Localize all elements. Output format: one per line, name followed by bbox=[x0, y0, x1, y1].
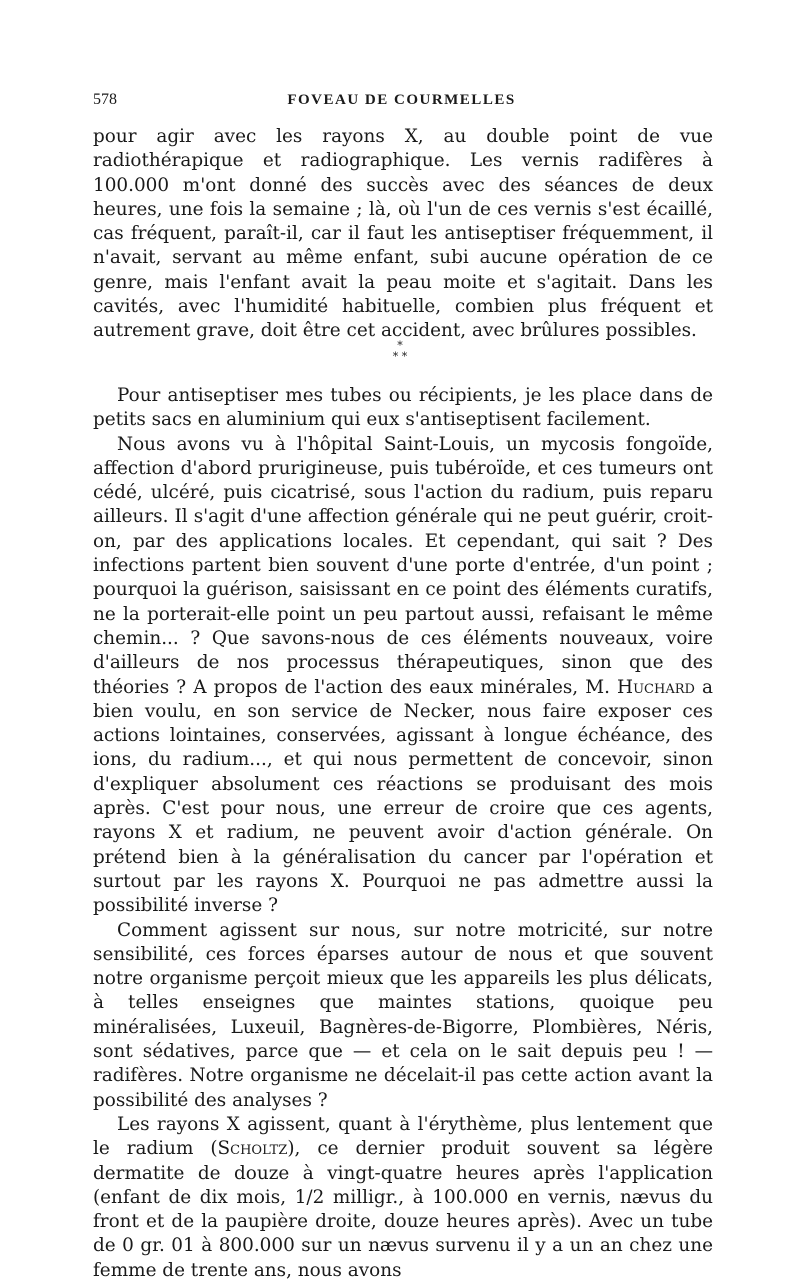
page-header bbox=[93, 88, 710, 112]
text-block-main bbox=[93, 384, 713, 1283]
running-title: FOVEAU DE COURMELLES bbox=[287, 92, 516, 108]
paragraph-stations: Comment agissent sur nous, sur notre motricité, sur notre sensibilité, ces forces éparses autour de nous et que souvent notre organisme perçoit mieux que les appareils les plus délicats, à telles enseignes que maintes stations, quoique peu minéralisées, Luxeuil, Bagnères-de-Bigorre, Plombières, Néris, sont sédatives, parce que — et cela on le sait depuis peu ! — radifères. Notre organisme ne décelait-il pas cette action avant la possibilité des analyses ? bbox=[93, 919, 713, 1111]
author-name-scholtz: Scholtz bbox=[217, 1138, 288, 1160]
paragraph-continued: pour agir avec les rayons X, au double point de vue radiothérapique et radiographique. Les vernis radifères à 100.000 m'ont donné des succès avec des séances de deux heures, une fois la semaine ; là, où l'un de ces vernis s'est écaillé, cas fréquent, paraît-il, car il faut les antiseptiser fréquemment, il n'avait, servant au même enfant, subi aucune opération de ce genre, mais l'enfant avait la peau moite et s'agitait. Dans les cavités, avec l'humidité habituelle, combien plus fréquent et autrement grave, doit être cet accident, avec brûlures possibles. bbox=[93, 126, 713, 342]
section-separator bbox=[0, 340, 800, 368]
paragraph-mycosis-part-1: Nous avons vu à l'hôpital Saint-Louis, un mycosis fongoïde, affection d'abord prurigineuse, puis tubéroïde, et ces tumeurs ont cédé, ulcéré, puis cicatrisé, sous l'action du radium, puis reparu ailleurs. Il s'agit d'une affection générale qui ne peut guérir, croit-on, par des applications locales. Et cependant, qui sait ? Des infections partent bien souvent d'une porte d'entrée, d'un point ; pourquoi la guérison, saisissant en ce point des éléments curatifs, ne la porterait-elle point un peu partout aussi, refaisant le même chemin... ? Que savons-nous de ces éléments nouveaux, voire d'ailleurs de nos processus thérapeutiques, sinon que des théories ? A propos de l'action des eaux minérales, M. bbox=[93, 433, 713, 698]
page-number: 578 bbox=[93, 91, 117, 108]
paragraph-rayons-part-2: ), ce dernier produit souvent sa légère dermatite de douze à vingt-quatre heures après l'application (enfant de dix mois, 1/2 milligr., à 100.000 en vernis, nævus du front et de la paupière droite, douze heures après). Avec un tube de 0 gr. 01 à 800.000 sur un nævus survenu il y a un an chez une femme de trente ans, nous avons bbox=[93, 1138, 714, 1281]
asterism-bottom: * * bbox=[392, 350, 408, 363]
asterism-top: * bbox=[397, 339, 403, 352]
author-name-huchard: Huchard bbox=[617, 676, 695, 698]
paragraph-rayons-part-1: Les rayons X agissent, quant à l'érythème, plus lentement que le radium ( bbox=[93, 1113, 713, 1160]
paragraph-rayons bbox=[93, 1113, 713, 1283]
paragraph-antiseptiser: Pour antiseptiser mes tubes ou récipients, je les place dans de petits sacs en aluminium qui eux s'antiseptisent facilement. bbox=[93, 385, 713, 431]
text-block-top bbox=[93, 125, 713, 344]
paragraph-mycosis-part-2: a bien voulu, en son service de Necker, nous faire exposer ces actions lointaines, conservées, agissant à longue échéance, des ions, du radium..., et qui nous permettent de concevoir, sinon d'expliquer absolument ces réactions se produisant des mois après. C'est pour nous, une erreur de croire que ces agents, rayons X et radium, ne peuvent avoir d'action générale. On prétend bien à la généralisation du cancer par l'opération et surtout par les rayons X. Pourquoi ne pas admettre aussi la possibilité inverse ? bbox=[93, 676, 714, 917]
paragraph-mycosis bbox=[93, 433, 713, 919]
